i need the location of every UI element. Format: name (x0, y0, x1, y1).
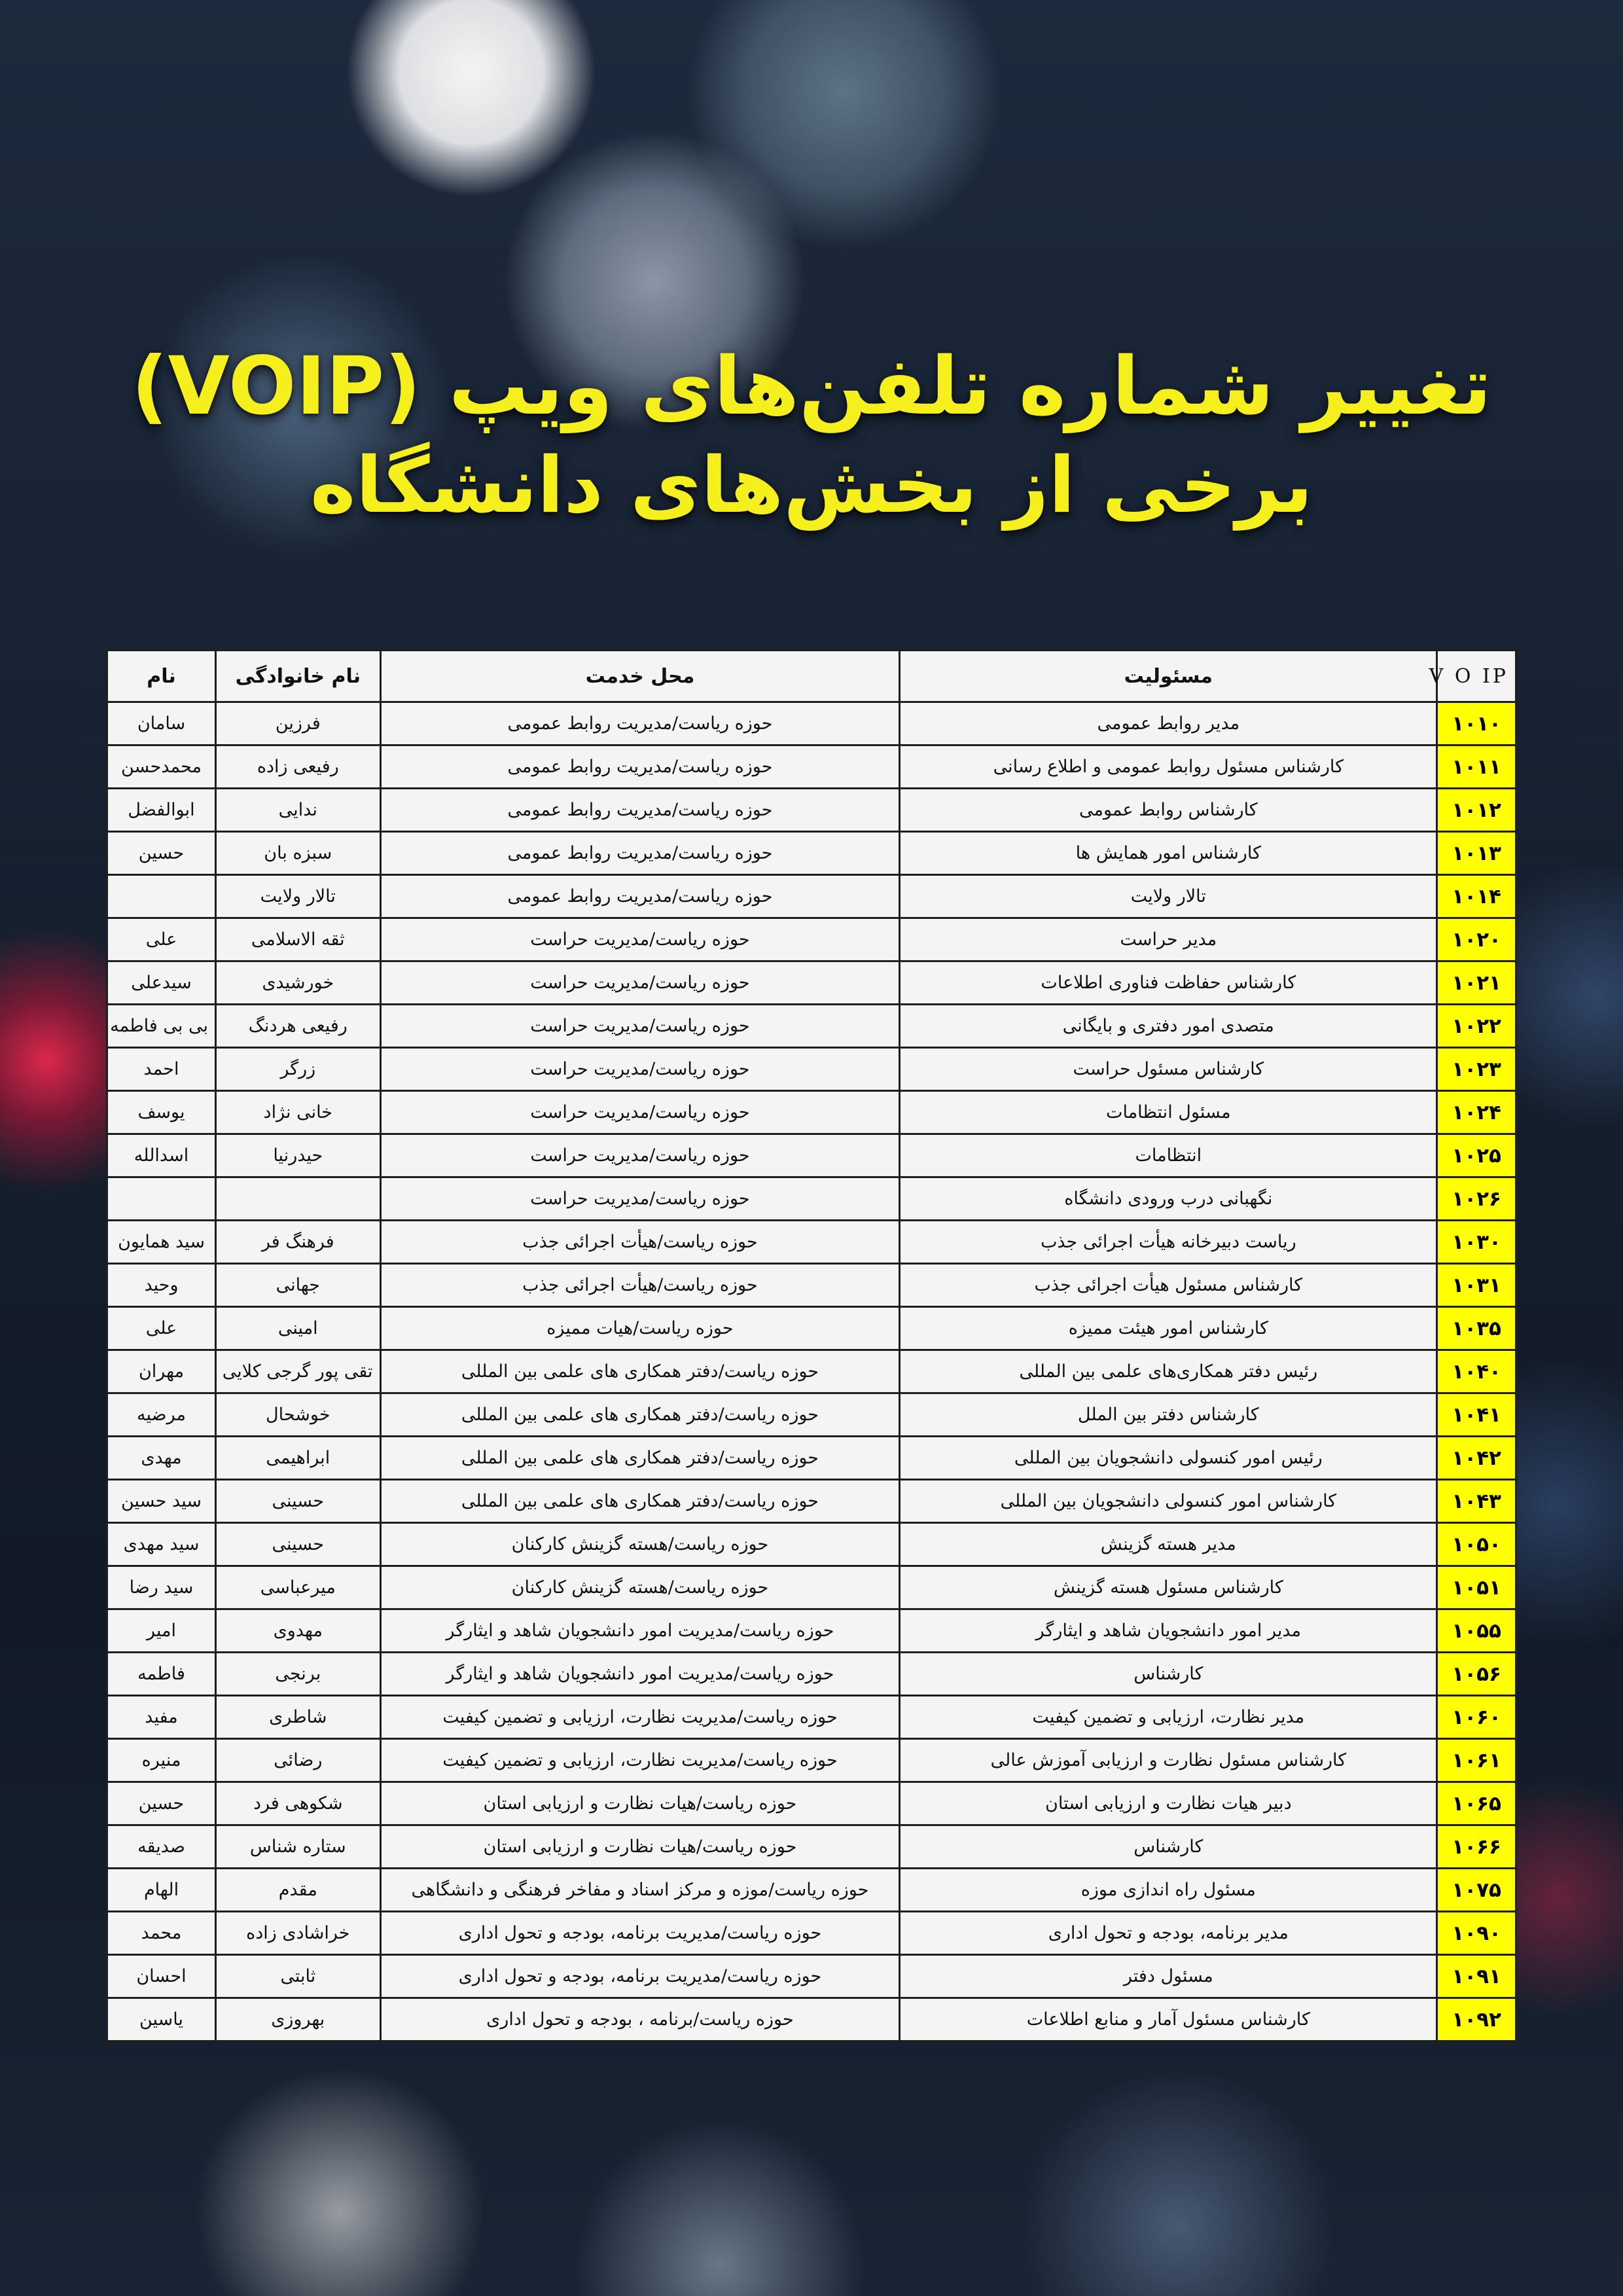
cell-first-name: مرضیه (107, 1393, 216, 1437)
cell-first-name: سامان (107, 702, 216, 745)
cell-voip: ۱۰۲۲ (1437, 1005, 1516, 1048)
cell-last-name: خوشحال (216, 1393, 381, 1437)
cell-responsibility: مسئول انتظامات (900, 1091, 1437, 1134)
cell-first-name: اسدالله (107, 1134, 216, 1177)
cell-last-name: حیدرنیا (216, 1134, 381, 1177)
cell-responsibility: کارشناس دفتر بین الملل (900, 1393, 1437, 1437)
cell-location: حوزه ریاست/دفتر همکاری های علمی بین المللی (380, 1480, 900, 1523)
table-row (107, 1825, 1516, 1869)
cell-voip: ۱۰۳۵ (1437, 1307, 1516, 1350)
cell-last-name: ستاره شناس (216, 1825, 381, 1869)
table-row (107, 1177, 1516, 1221)
cell-first-name: صدیقه (107, 1825, 216, 1869)
cell-voip: ۱۰۲۱ (1437, 961, 1516, 1005)
cell-responsibility: تالار ولایت (900, 875, 1437, 918)
cell-location: حوزه ریاست/مدیریت روابط عمومی (380, 875, 900, 918)
cell-last-name: میرعباسی (216, 1566, 381, 1609)
cell-responsibility: کارشناس امور همایش ها (900, 832, 1437, 875)
cell-voip: ۱۰۲۵ (1437, 1134, 1516, 1177)
cell-location: حوزه ریاست/مدیریت روابط عمومی (380, 789, 900, 832)
cell-location: حوزه ریاست/هسته گزینش کارکنان (380, 1523, 900, 1566)
cell-location: حوزه ریاست/هیات نظارت و ارزیابی استان (380, 1782, 900, 1825)
cell-voip: ۱۰۱۰ (1437, 702, 1516, 745)
cell-responsibility: کارشناس امور کنسولی دانشجویان بین المللی (900, 1480, 1437, 1523)
cell-responsibility: رئیس دفتر همکاری‌های علمی بین المللی (900, 1350, 1437, 1393)
cell-voip: ۱۰۴۰ (1437, 1350, 1516, 1393)
cell-first-name: سید همایون (107, 1221, 216, 1264)
cell-responsibility: کارشناس حفاظت فناوری اطلاعات (900, 961, 1437, 1005)
cell-last-name: رفیعی زاده (216, 745, 381, 789)
title-block (0, 340, 1623, 530)
cell-last-name: خانی نژاد (216, 1091, 381, 1134)
cell-voip: ۱۰۱۳ (1437, 832, 1516, 875)
cell-location: حوزه ریاست/دفتر همکاری های علمی بین المللی (380, 1350, 900, 1393)
header-location: محل خدمت (380, 651, 900, 702)
cell-responsibility: کارشناس (900, 1653, 1437, 1696)
cell-last-name: خراشادی زاده (216, 1912, 381, 1955)
cell-last-name: مهدوی (216, 1609, 381, 1653)
cell-first-name: مهدی (107, 1437, 216, 1480)
cell-last-name: جهانی (216, 1264, 381, 1307)
title-line-1: تغییر شماره تلفن‌های ویپ (VOIP) (131, 340, 1492, 433)
cell-voip: ۱۰۳۱ (1437, 1264, 1516, 1307)
cell-first-name: سیدعلی (107, 961, 216, 1005)
cell-voip: ۱۰۶۶ (1437, 1825, 1516, 1869)
table-header-row (107, 651, 1516, 702)
table-row (107, 1048, 1516, 1091)
cell-responsibility: ریاست دبیرخانه هیأت اجرائی جذب (900, 1221, 1437, 1264)
cell-location: حوزه ریاست/دفتر همکاری های علمی بین المللی (380, 1437, 900, 1480)
cell-responsibility: کارشناس مسئول حراست (900, 1048, 1437, 1091)
cell-location: حوزه ریاست/هیأت اجرائی جذب (380, 1221, 900, 1264)
cell-location: حوزه ریاست/هسته گزینش کارکنان (380, 1566, 900, 1609)
cell-responsibility: کارشناس امور هیئت ممیزه (900, 1307, 1437, 1350)
table-row (107, 918, 1516, 961)
cell-first-name: سید حسین (107, 1480, 216, 1523)
cell-first-name: الهام (107, 1869, 216, 1912)
table-row (107, 1869, 1516, 1912)
cell-responsibility: رئیس امور کنسولی دانشجویان بین المللی (900, 1437, 1437, 1480)
cell-last-name: شکوهی فرد (216, 1782, 381, 1825)
table-row (107, 1998, 1516, 2041)
cell-first-name: حسین (107, 1782, 216, 1825)
cell-first-name: علی (107, 918, 216, 961)
table-row (107, 745, 1516, 789)
cell-location: حوزه ریاست/مدیریت حراست (380, 1134, 900, 1177)
table-row (107, 1609, 1516, 1653)
cell-first-name: بی بی فاطمه (107, 1005, 216, 1048)
cell-first-name: سید رضا (107, 1566, 216, 1609)
cell-first-name (107, 1177, 216, 1221)
cell-last-name: حسینی (216, 1523, 381, 1566)
table-row (107, 789, 1516, 832)
cell-voip: ۱۰۱۴ (1437, 875, 1516, 918)
cell-last-name: برنجی (216, 1653, 381, 1696)
cell-responsibility: نگهبانی درب ورودی دانشگاه (900, 1177, 1437, 1221)
cell-first-name: منیره (107, 1739, 216, 1782)
table-row (107, 1307, 1516, 1350)
cell-voip: ۱۰۲۶ (1437, 1177, 1516, 1221)
header-first-name: نام (107, 651, 216, 702)
cell-first-name: مفید (107, 1696, 216, 1739)
cell-location: حوزه ریاست/مدیریت نظارت، ارزیابی و تضمین کیفیت (380, 1739, 900, 1782)
cell-voip: ۱۰۵۱ (1437, 1566, 1516, 1609)
cell-voip: ۱۰۶۵ (1437, 1782, 1516, 1825)
cell-location: حوزه ریاست/مدیریت حراست (380, 1091, 900, 1134)
cell-location: حوزه ریاست/مدیریت حراست (380, 961, 900, 1005)
cell-last-name: ثقه الاسلامی (216, 918, 381, 961)
cell-last-name: رضائی (216, 1739, 381, 1782)
cell-responsibility: مسئول دفتر (900, 1955, 1437, 1998)
cell-voip: ۱۰۱۱ (1437, 745, 1516, 789)
cell-location: حوزه ریاست/هیأت اجرائی جذب (380, 1264, 900, 1307)
cell-location: حوزه ریاست/هیات ممیزه (380, 1307, 900, 1350)
voip-table-container (106, 649, 1517, 2042)
title-line-2: برخی از بخش‌های دانشگاه (310, 440, 1313, 531)
table-row (107, 1350, 1516, 1393)
table-row (107, 1005, 1516, 1048)
cell-first-name: سید مهدی (107, 1523, 216, 1566)
cell-responsibility: دبیر هیات نظارت و ارزیابی استان (900, 1782, 1437, 1825)
cell-responsibility: مدیر نظارت، ارزیابی و تضمین کیفیت (900, 1696, 1437, 1739)
cell-first-name: احمد (107, 1048, 216, 1091)
cell-last-name: تالار ولایت (216, 875, 381, 918)
cell-voip: ۱۰۲۴ (1437, 1091, 1516, 1134)
cell-first-name: وحید (107, 1264, 216, 1307)
table-row (107, 1134, 1516, 1177)
cell-last-name: خورشیدی (216, 961, 381, 1005)
table-row (107, 1264, 1516, 1307)
table-row (107, 1523, 1516, 1566)
cell-location: حوزه ریاست/مدیریت حراست (380, 918, 900, 961)
cell-location: حوزه ریاست/مدیریت حراست (380, 1005, 900, 1048)
table-row (107, 702, 1516, 745)
cell-voip: ۱۰۵۶ (1437, 1653, 1516, 1696)
table-row (107, 1393, 1516, 1437)
cell-voip: ۱۰۲۰ (1437, 918, 1516, 961)
cell-responsibility: مدیر امور دانشجویان شاهد و ایثارگر (900, 1609, 1437, 1653)
header-responsibility: مسئولیت (900, 651, 1437, 702)
cell-voip: ۱۰۵۵ (1437, 1609, 1516, 1653)
cell-location: حوزه ریاست/دفتر همکاری های علمی بین المللی (380, 1393, 900, 1437)
table-row (107, 1955, 1516, 1998)
cell-responsibility: کارشناس مسئول نظارت و ارزیابی آموزش عالی (900, 1739, 1437, 1782)
cell-responsibility: مدیر هسته گزینش (900, 1523, 1437, 1566)
cell-last-name (216, 1177, 381, 1221)
table-row (107, 1653, 1516, 1696)
cell-location: حوزه ریاست/مدیریت امور دانشجویان شاهد و ایثارگر (380, 1653, 900, 1696)
cell-last-name: سبزه بان (216, 832, 381, 875)
cell-first-name: امیر (107, 1609, 216, 1653)
table-row (107, 832, 1516, 875)
cell-first-name: فاطمه (107, 1653, 216, 1696)
cell-location: حوزه ریاست/مدیریت نظارت، ارزیابی و تضمین کیفیت (380, 1696, 900, 1739)
table-row (107, 1437, 1516, 1480)
cell-location: حوزه ریاست/هیات نظارت و ارزیابی استان (380, 1825, 900, 1869)
table-body (107, 702, 1516, 2041)
cell-voip: ۱۰۴۳ (1437, 1480, 1516, 1523)
cell-last-name: تقی پور گرجی کلایی (216, 1350, 381, 1393)
cell-first-name: یاسین (107, 1998, 216, 2041)
cell-voip: ۱۰۳۰ (1437, 1221, 1516, 1264)
cell-last-name: مقدم (216, 1869, 381, 1912)
cell-responsibility: متصدی امور دفتری و بایگانی (900, 1005, 1437, 1048)
cell-first-name (107, 875, 216, 918)
cell-last-name: حسینی (216, 1480, 381, 1523)
cell-last-name: فرهنگ فر (216, 1221, 381, 1264)
cell-responsibility: کارشناس مسئول روابط عمومی و اطلاع رسانی (900, 745, 1437, 789)
cell-first-name: یوسف (107, 1091, 216, 1134)
table-row (107, 1912, 1516, 1955)
cell-location: حوزه ریاست/مدیریت حراست (380, 1048, 900, 1091)
cell-voip: ۱۰۷۵ (1437, 1869, 1516, 1912)
cell-last-name: بهروزی (216, 1998, 381, 2041)
header-voip: V O IP (1437, 651, 1516, 702)
cell-voip: ۱۰۹۲ (1437, 1998, 1516, 2041)
cell-voip: ۱۰۶۰ (1437, 1696, 1516, 1739)
cell-last-name: فرزین (216, 702, 381, 745)
table-row (107, 1782, 1516, 1825)
cell-last-name: ابراهیمی (216, 1437, 381, 1480)
cell-responsibility: کارشناس مسئول آمار و منابع اطلاعات (900, 1998, 1437, 2041)
cell-voip: ۱۰۶۱ (1437, 1739, 1516, 1782)
cell-voip: ۱۰۴۲ (1437, 1437, 1516, 1480)
table-row (107, 1480, 1516, 1523)
cell-last-name: امینی (216, 1307, 381, 1350)
cell-last-name: زرگر (216, 1048, 381, 1091)
cell-location: حوزه ریاست/مدیریت روابط عمومی (380, 745, 900, 789)
cell-first-name: احسان (107, 1955, 216, 1998)
cell-voip: ۱۰۹۰ (1437, 1912, 1516, 1955)
table-row (107, 1566, 1516, 1609)
cell-responsibility: مدیر برنامه، بودجه و تحول اداری (900, 1912, 1437, 1955)
cell-first-name: حسین (107, 832, 216, 875)
cell-responsibility: انتظامات (900, 1134, 1437, 1177)
cell-location: حوزه ریاست/مدیریت برنامه، بودجه و تحول اداری (380, 1955, 900, 1998)
cell-responsibility: کارشناس مسئول هیأت اجرائی جذب (900, 1264, 1437, 1307)
cell-location: حوزه ریاست/مدیریت امور دانشجویان شاهد و ایثارگر (380, 1609, 900, 1653)
cell-first-name: مهران (107, 1350, 216, 1393)
cell-voip: ۱۰۴۱ (1437, 1393, 1516, 1437)
cell-last-name: رفیعی هردنگ (216, 1005, 381, 1048)
cell-voip: ۱۰۵۰ (1437, 1523, 1516, 1566)
table-row (107, 1696, 1516, 1739)
table-row (107, 1091, 1516, 1134)
cell-location: حوزه ریاست/برنامه ، بودجه و تحول اداری (380, 1998, 900, 2041)
cell-voip: ۱۰۹۱ (1437, 1955, 1516, 1998)
cell-location: حوزه ریاست/مدیریت روابط عمومی (380, 832, 900, 875)
table-row (107, 875, 1516, 918)
cell-location: حوزه ریاست/مدیریت حراست (380, 1177, 900, 1221)
cell-voip: ۱۰۱۲ (1437, 789, 1516, 832)
cell-responsibility: کارشناس (900, 1825, 1437, 1869)
cell-first-name: علی (107, 1307, 216, 1350)
cell-first-name: ابوالفضل (107, 789, 216, 832)
table-row (107, 961, 1516, 1005)
cell-responsibility: کارشناس مسئول هسته گزینش (900, 1566, 1437, 1609)
cell-voip: ۱۰۲۳ (1437, 1048, 1516, 1091)
cell-last-name: ندایی (216, 789, 381, 832)
cell-location: حوزه ریاست/مدیریت برنامه، بودجه و تحول اداری (380, 1912, 900, 1955)
cell-first-name: محمدحسن (107, 745, 216, 789)
cell-responsibility: کارشناس روابط عمومی (900, 789, 1437, 832)
table-row (107, 1739, 1516, 1782)
cell-first-name: محمد (107, 1912, 216, 1955)
header-last-name: نام خانوادگی (216, 651, 381, 702)
cell-responsibility: مسئول راه اندازی موزه (900, 1869, 1437, 1912)
cell-last-name: ثابتی (216, 1955, 381, 1998)
cell-location: حوزه ریاست/موزه و مرکز اسناد و مفاخر فرهنگی و دانشگاهی (380, 1869, 900, 1912)
voip-table (106, 649, 1517, 2042)
cell-responsibility: مدیر حراست (900, 918, 1437, 961)
table-row (107, 1221, 1516, 1264)
cell-responsibility: مدیر روابط عمومی (900, 702, 1437, 745)
cell-location: حوزه ریاست/مدیریت روابط عمومی (380, 702, 900, 745)
cell-last-name: شاطری (216, 1696, 381, 1739)
